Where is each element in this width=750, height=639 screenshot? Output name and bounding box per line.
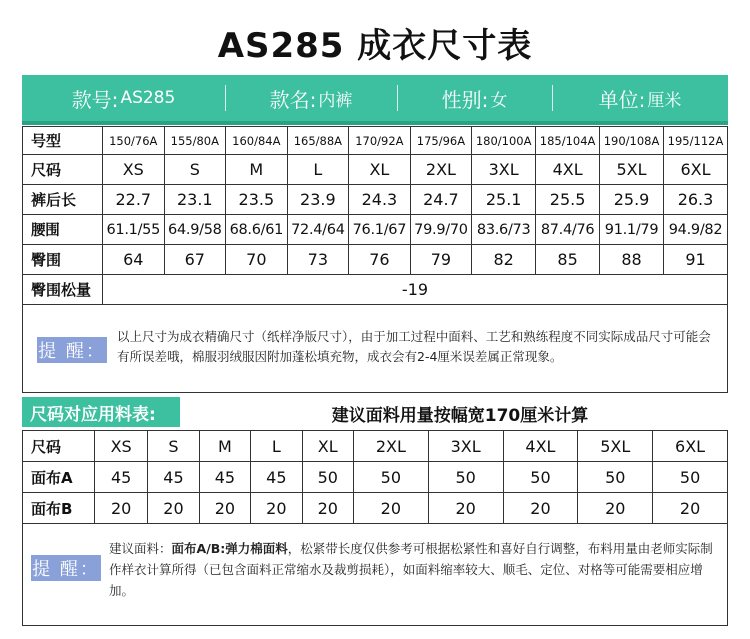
table-cell: 4XL	[503, 431, 578, 462]
table-cell: 88	[600, 245, 664, 275]
table-cell: 3XL	[472, 155, 536, 185]
row-header: 面布B	[23, 493, 95, 524]
table-cell: 160/84A	[226, 127, 288, 155]
table-cell: 150/76A	[103, 127, 165, 155]
table-cell: 25.5	[536, 185, 600, 215]
table-cell: 79.9/70	[410, 215, 472, 245]
style-name-label: 款名:	[269, 87, 317, 112]
table-cell: 50	[353, 462, 428, 493]
table-cell: 24.3	[349, 185, 411, 215]
table-row	[23, 462, 728, 493]
style-name-value: 内裤	[318, 90, 353, 111]
table-row	[23, 275, 728, 305]
table-cell: 82	[472, 245, 536, 275]
reminder-text: 以上尺寸为成衣精确尺寸（纸样净版尺寸），由于加工过程中面料、工艺和熟练程度不同实际成品尺寸可能会有所误差哦，棉服羽绒服因附加蓬松填充物，成衣会有2-4厘米误差属正常现象。	[117, 329, 711, 364]
fabric-table	[22, 430, 728, 524]
table-cell: 76.1/67	[349, 215, 411, 245]
table-cell: 72.4/64	[287, 215, 349, 245]
table-cell: 6XL	[653, 431, 728, 462]
table-cell: 20	[503, 493, 578, 524]
table-cell: 91.1/79	[600, 215, 664, 245]
unit-value: 厘米	[647, 90, 682, 111]
fabric-reminder-box	[22, 522, 728, 626]
table-cell: 20	[578, 493, 653, 524]
product-info-bar	[22, 75, 728, 125]
row-header: 腰围	[23, 215, 103, 245]
fabric-reminder-bold: 面布A/B:弹力棉面料	[171, 541, 288, 556]
style-number-value: AS285	[120, 88, 176, 108]
table-cell: 45	[95, 462, 148, 493]
table-cell: 25.9	[600, 185, 664, 215]
table-cell: 5XL	[600, 155, 664, 185]
table-cell: 20	[148, 493, 199, 524]
row-header: 面布A	[23, 462, 95, 493]
table-cell: 185/104A	[536, 127, 600, 155]
table-cell: 23.9	[287, 185, 349, 215]
table-cell: 20	[95, 493, 148, 524]
table-cell: 83.6/73	[472, 215, 536, 245]
table-cell: S	[148, 431, 199, 462]
table-cell: 20	[353, 493, 428, 524]
fabric-reminder-body: ，松紧带长度仅供参考可根据松紧性和喜好自行调整，布料用量由老师实际制作样衣计算所得（已包含面料正常缩水及裁剪损耗），如面料缩率较大、顺毛、定位、对格等可能需要相应增加。	[109, 541, 713, 598]
fabric-reminder-prefix: 建议面料：	[109, 541, 172, 556]
table-cell: M	[199, 431, 250, 462]
size-table	[22, 126, 728, 305]
table-cell: 76	[349, 245, 411, 275]
unit-label: 单位:	[598, 87, 646, 112]
table-cell: 68.6/61	[226, 215, 288, 245]
table-cell: 23.1	[164, 185, 226, 215]
table-cell: 26.3	[664, 185, 728, 215]
unit-cell	[552, 75, 728, 121]
style-number-cell	[22, 75, 225, 121]
table-row	[23, 431, 728, 462]
table-cell: 5XL	[578, 431, 653, 462]
table-cell: L	[287, 155, 349, 185]
table-cell: 45	[148, 462, 199, 493]
table-cell: 175/96A	[410, 127, 472, 155]
table-row	[23, 127, 728, 155]
table-cell: 64.9/58	[164, 215, 226, 245]
table-cell: XL	[302, 431, 353, 462]
table-row	[23, 215, 728, 245]
row-header: 臀围	[23, 245, 103, 275]
table-cell: 22.7	[103, 185, 165, 215]
table-cell: 170/92A	[349, 127, 411, 155]
table-cell: 2XL	[353, 431, 428, 462]
fabric-table-subtitle: 建议面料用量按幅宽170厘米计算	[331, 406, 589, 426]
gender-label: 性别:	[441, 87, 489, 112]
table-cell: 195/112A	[664, 127, 728, 155]
table-cell: 61.1/55	[103, 215, 165, 245]
table-cell: S	[164, 155, 226, 185]
style-name-cell	[225, 75, 397, 121]
table-cell: -19	[103, 275, 728, 305]
table-row	[23, 185, 728, 215]
fabric-table-tag: 尺码对应用料表:	[22, 397, 180, 427]
table-cell: 50	[578, 462, 653, 493]
table-cell: 91	[664, 245, 728, 275]
table-cell: 50	[302, 462, 353, 493]
table-cell: 64	[103, 245, 165, 275]
table-cell: 20	[199, 493, 250, 524]
table-cell: 20	[251, 493, 302, 524]
table-cell: 50	[653, 462, 728, 493]
gender-value: 女	[490, 90, 508, 111]
table-cell: 23.5	[226, 185, 288, 215]
row-header: 号型	[23, 127, 103, 155]
table-cell: 20	[302, 493, 353, 524]
fabric-header	[22, 397, 728, 433]
table-cell: 94.9/82	[664, 215, 728, 245]
table-cell: 155/80A	[164, 127, 226, 155]
row-header: 尺码	[23, 431, 95, 462]
table-cell: 79	[410, 245, 472, 275]
table-cell: 73	[287, 245, 349, 275]
table-cell: 45	[251, 462, 302, 493]
table-cell: 20	[428, 493, 503, 524]
style-number-label: 款号:	[71, 87, 119, 112]
reminder-badge: 提 醒：	[31, 555, 101, 581]
table-cell: 85	[536, 245, 600, 275]
table-cell: XS	[95, 431, 148, 462]
table-cell: 24.7	[410, 185, 472, 215]
gender-cell	[397, 75, 552, 121]
table-cell: 50	[503, 462, 578, 493]
table-cell: XS	[103, 155, 165, 185]
table-cell: 190/108A	[600, 127, 664, 155]
table-cell: 50	[428, 462, 503, 493]
table-row	[23, 493, 728, 524]
reminder-box	[22, 305, 728, 393]
table-row	[23, 155, 728, 185]
table-cell: XL	[349, 155, 411, 185]
table-cell: L	[251, 431, 302, 462]
table-row	[23, 245, 728, 275]
table-cell: 25.1	[472, 185, 536, 215]
table-cell: 45	[199, 462, 250, 493]
table-cell: 165/88A	[287, 127, 349, 155]
row-header: 裤后长	[23, 185, 103, 215]
table-cell: 6XL	[664, 155, 728, 185]
fabric-reminder-text	[109, 538, 721, 601]
table-cell: 4XL	[536, 155, 600, 185]
table-cell: M	[226, 155, 288, 185]
table-cell: 180/100A	[472, 127, 536, 155]
reminder-badge: 提 醒：	[37, 337, 107, 363]
table-cell: 67	[164, 245, 226, 275]
table-cell: 87.4/76	[536, 215, 600, 245]
row-header: 臀围松量	[23, 275, 103, 305]
table-cell: 3XL	[428, 431, 503, 462]
table-cell: 70	[226, 245, 288, 275]
table-cell: 2XL	[410, 155, 472, 185]
table-cell: 20	[653, 493, 728, 524]
page-title: AS285 成衣尺寸表	[217, 26, 533, 66]
row-header: 尺码	[23, 155, 103, 185]
